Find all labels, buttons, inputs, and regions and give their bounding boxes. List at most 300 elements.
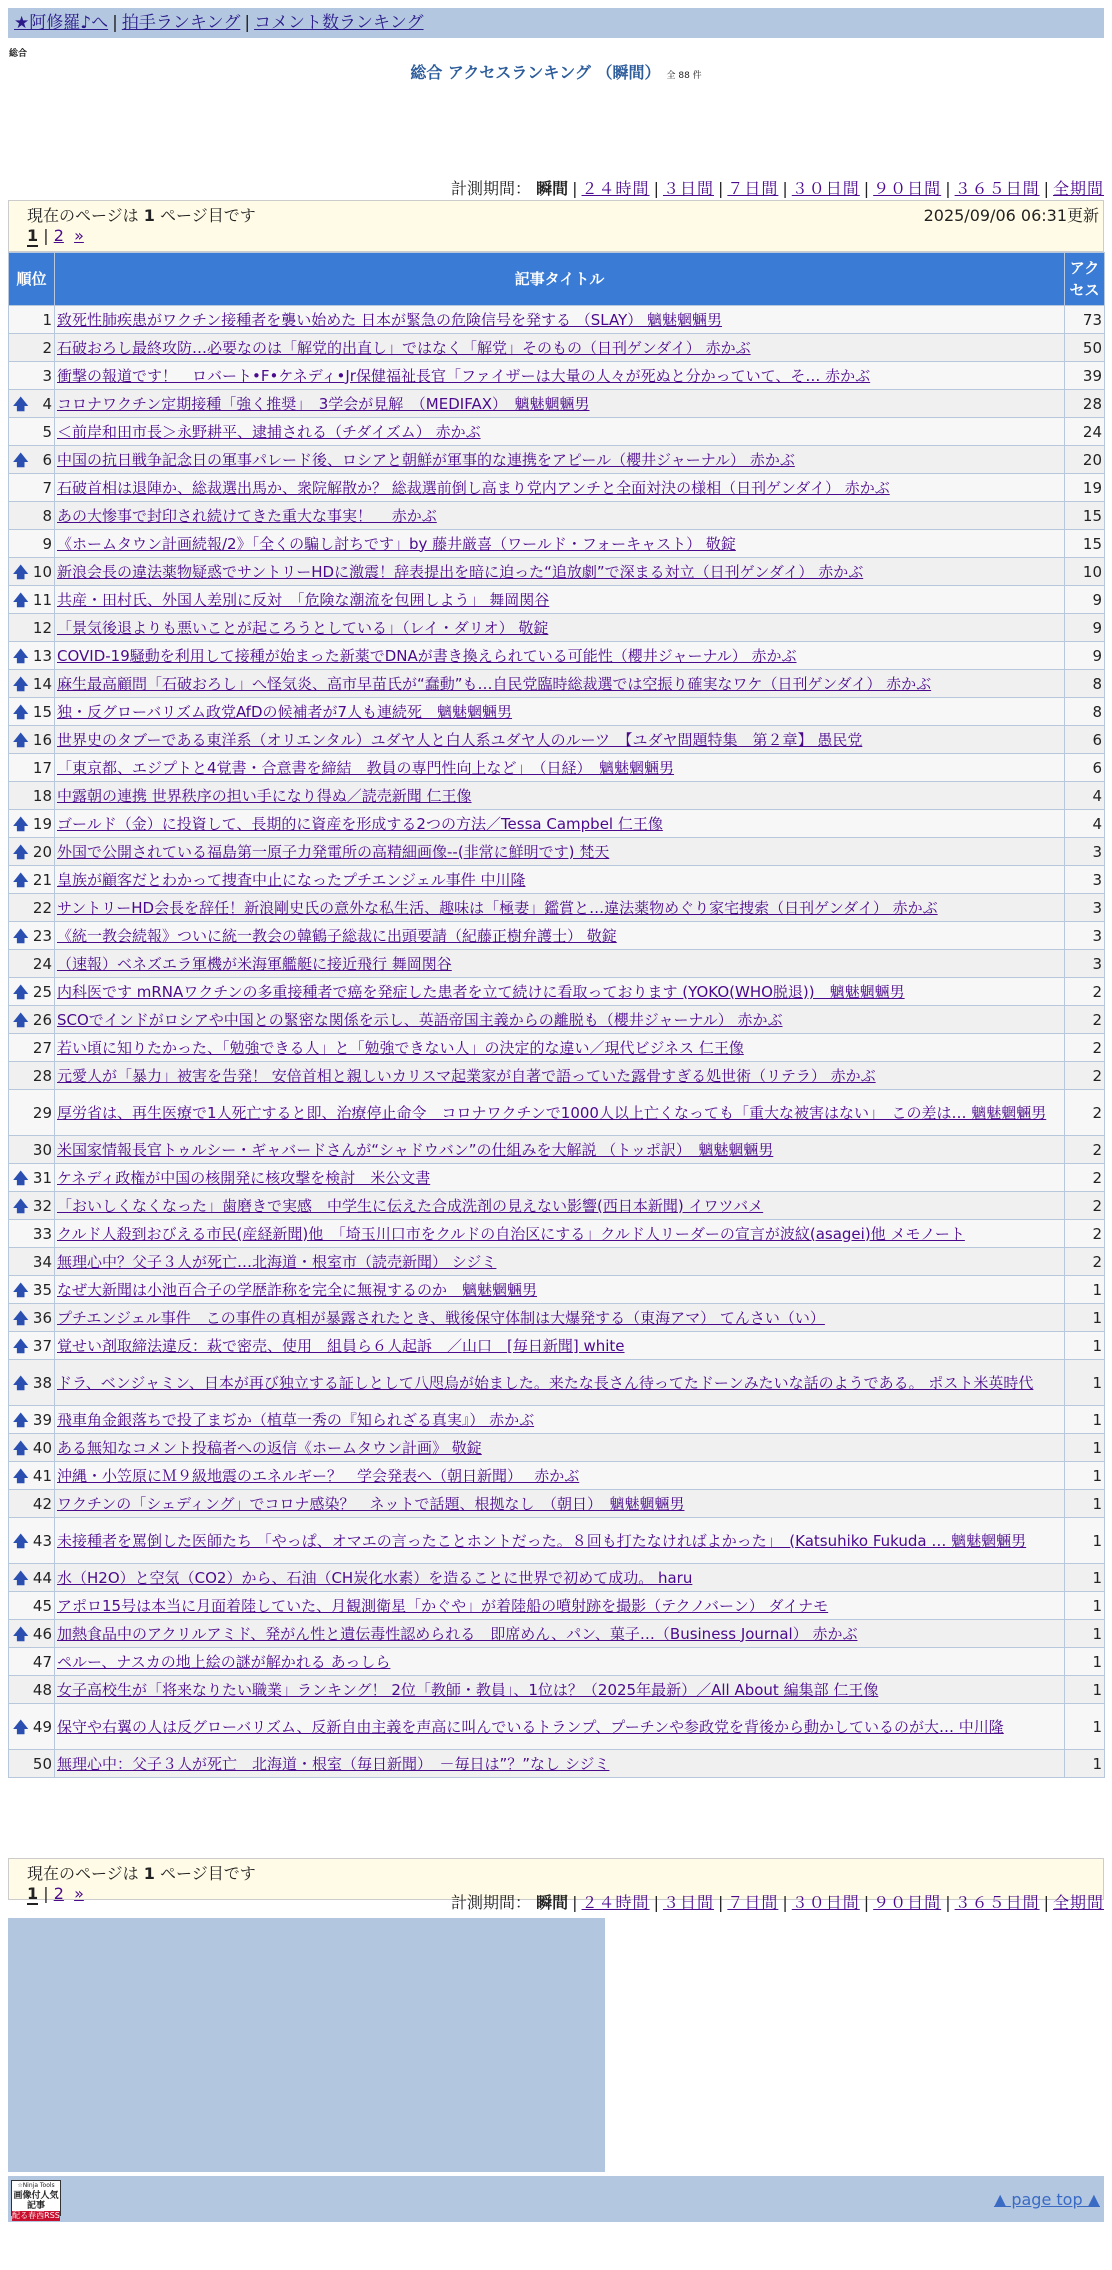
title-cell xyxy=(55,782,1065,810)
ranking-table xyxy=(8,252,1105,1778)
rank-cell xyxy=(9,1490,55,1518)
rank-up-arrow-icon: 🡅 xyxy=(13,1717,29,1736)
page-top-link[interactable]: ▲ page top ▲ xyxy=(993,2190,1100,2209)
article-link[interactable]: 独・反グローバリズム政党AfDの候補者が7人も連続死 魑魅魍魎男 xyxy=(57,702,513,721)
title-cell xyxy=(55,1462,1065,1490)
title-cell xyxy=(55,1332,1065,1360)
article-link[interactable]: 飛車角金銀落ちで投了まぢか（植草一秀の『知られざる真実』） 赤かぶ xyxy=(57,1410,535,1429)
table-row xyxy=(9,1518,1105,1564)
period-link-6[interactable]: 全期間 xyxy=(1052,179,1104,198)
title-cell xyxy=(55,1360,1065,1406)
table-row xyxy=(9,866,1105,894)
title-cell xyxy=(55,1676,1065,1704)
period-link-0[interactable]: ２４時間 xyxy=(581,1893,650,1912)
table-row xyxy=(9,922,1105,950)
period-link-3[interactable]: ３０日間 xyxy=(791,179,860,198)
rank-up-arrow-icon: 🡅 xyxy=(13,1308,29,1327)
title-cell xyxy=(55,726,1065,754)
article-link[interactable]: 致死性肺疾患がワクチン接種者を襲い始めた 日本が緊急の危険信号を発する （SLAY） 魑魅魍魎男 xyxy=(57,310,723,329)
access-count: 6 xyxy=(1065,754,1105,782)
table-row xyxy=(9,502,1105,530)
rank-up-arrow-icon: 🡅 xyxy=(13,674,29,693)
article-link[interactable]: COVID-19騒動を利用して接種が始まった新薬でDNAが書き換えられている可能性（櫻井ジャーナル） 赤かぶ xyxy=(57,646,797,665)
period-separator: | xyxy=(572,179,578,198)
table-row xyxy=(9,1750,1105,1778)
rank-cell xyxy=(9,446,55,474)
title-cell xyxy=(55,586,1065,614)
article-link[interactable]: 《ホームタウン計画続報/2》「全くの騙し討ちです」by 藤井厳喜（ワールド・フォーキャスト） 敬錠 xyxy=(57,534,736,553)
table-row xyxy=(9,1592,1105,1620)
article-link[interactable]: 世界史のタブーである東洋系（オリエンタル）ユダヤ人と白人系ユダヤ人のルーツ 【ユダヤ問題特集 第２章】 愚民党 xyxy=(57,730,863,749)
rank-cell xyxy=(9,530,55,558)
rank-number: 9 xyxy=(42,534,52,553)
title-cell xyxy=(55,1034,1065,1062)
article-link[interactable]: 麻生最高顧問「石破おろし」へ怪気炎、高市早苗氏が“蠢動”も…自民党臨時総裁選では空振り確実なワケ（日刊ゲンダイ） 赤かぶ xyxy=(57,674,932,693)
rank-cell xyxy=(9,1164,55,1192)
access-count: 15 xyxy=(1065,502,1105,530)
rank-up-arrow-icon: 🡅 xyxy=(13,1336,29,1355)
rank-cell xyxy=(9,1192,55,1220)
ninja-tools-logo[interactable] xyxy=(11,2180,61,2220)
rank-number: 7 xyxy=(42,478,52,497)
access-count: 9 xyxy=(1065,614,1105,642)
logo-line2: 画像付人気記事 xyxy=(13,2191,59,2211)
rank-number: 47 xyxy=(32,1652,52,1671)
rank-number: 23 xyxy=(32,926,52,945)
table-row xyxy=(9,810,1105,838)
rank-up-arrow-icon: 🡅 xyxy=(13,1624,29,1643)
access-count: 9 xyxy=(1065,642,1105,670)
title-cell xyxy=(55,1276,1065,1304)
period-separator: | xyxy=(717,1893,724,1912)
article-link[interactable]: 女子高校生が「将来なりたい職業」ランキング！ 2位「教師・教員」、1位は？（2025年最新）／All About 編集部 仁王像 xyxy=(57,1680,879,1699)
period-link-0[interactable]: ２４時間 xyxy=(581,179,650,198)
rank-cell xyxy=(9,1360,55,1406)
total-count: 全 88 件 xyxy=(666,71,702,81)
title-cell xyxy=(55,1434,1065,1462)
table-row xyxy=(9,1648,1105,1676)
rank-cell xyxy=(9,1304,55,1332)
page-2-link[interactable]: 2 xyxy=(53,226,64,245)
title-cell xyxy=(55,698,1065,726)
period-link-4[interactable]: ９０日間 xyxy=(873,1893,942,1912)
rank-cell xyxy=(9,1750,55,1778)
title-cell xyxy=(55,1220,1065,1248)
access-count: 2 xyxy=(1065,978,1105,1006)
rank-number: 39 xyxy=(32,1410,52,1429)
rank-number: 15 xyxy=(32,702,52,721)
rank-cell xyxy=(9,390,55,418)
access-count: 1 xyxy=(1065,1750,1105,1778)
rank-up-arrow-icon: 🡅 xyxy=(13,1568,29,1587)
rank-cell xyxy=(9,1704,55,1750)
period-link-2[interactable]: ７日間 xyxy=(727,1893,779,1912)
article-link[interactable]: 水（H2O）と空気（CO2）から、石油（CH炭化水素）を造ることに世界で初めて成功。 haru xyxy=(57,1568,693,1587)
rank-cell xyxy=(9,306,55,334)
current-page-number: 1 xyxy=(143,206,155,225)
title-cell xyxy=(55,418,1065,446)
article-link[interactable]: （速報）ベネズエラ軍機が米海軍艦艇に接近飛行 舞岡関谷 xyxy=(57,954,452,973)
rank-cell xyxy=(9,1564,55,1592)
period-selector-top xyxy=(451,176,1104,199)
rank-cell xyxy=(9,1462,55,1490)
rank-cell xyxy=(9,894,55,922)
access-count: 1 xyxy=(1065,1648,1105,1676)
title-cell xyxy=(55,950,1065,978)
rank-cell xyxy=(9,1676,55,1704)
period-link-5[interactable]: ３６５日間 xyxy=(954,179,1040,198)
page-info-suffix: ページ目です xyxy=(160,206,256,225)
rank-number: 8 xyxy=(42,506,52,525)
rank-cell xyxy=(9,978,55,1006)
article-link[interactable]: 無理心中：父子３人が死亡 北海道・根室（毎日新聞） －毎日は”？”なし シジミ xyxy=(57,1754,610,1773)
article-link[interactable]: 元愛人が「暴力」被害を告発！ 安倍首相と親しいカリスマ起業家が自著で語っていた露骨すぎる処世術（リテラ） 赤かぶ xyxy=(57,1066,876,1085)
table-row xyxy=(9,1406,1105,1434)
table-row xyxy=(9,1062,1105,1090)
title-cell xyxy=(55,1564,1065,1592)
rank-up-arrow-icon: 🡅 xyxy=(13,1168,29,1187)
title-cell xyxy=(55,1592,1065,1620)
title-cell xyxy=(55,1136,1065,1164)
title-cell xyxy=(55,1006,1065,1034)
access-count: 3 xyxy=(1065,950,1105,978)
table-row xyxy=(9,838,1105,866)
table-row xyxy=(9,1192,1105,1220)
title-cell xyxy=(55,1248,1065,1276)
article-link[interactable]: ケネディ政権が中国の核開発に核攻撃を検討 米公文書 xyxy=(57,1168,431,1187)
table-header-row xyxy=(9,253,1105,306)
rank-cell xyxy=(9,1136,55,1164)
rank-number: 25 xyxy=(32,982,52,1001)
rank-up-arrow-icon: 🡅 xyxy=(13,702,29,721)
table-row xyxy=(9,1248,1105,1276)
access-count: 1 xyxy=(1065,1434,1105,1462)
period-separator: | xyxy=(945,179,951,198)
page-info-top xyxy=(8,200,1104,252)
rank-number: 41 xyxy=(32,1466,52,1485)
page-1-current: 1 xyxy=(27,226,39,245)
title-cell xyxy=(55,306,1065,334)
rank-up-arrow-icon: 🡅 xyxy=(13,730,29,749)
rank-number: 11 xyxy=(32,590,52,609)
current-page-number: 1 xyxy=(143,1864,155,1883)
rank-number: 37 xyxy=(32,1336,52,1355)
article-link[interactable]: 若い頃に知りたかった、「勉強できる人」と「勉強できない人」の決定的な違い／現代ビジネス 仁王像 xyxy=(57,1038,744,1057)
access-count: 2 xyxy=(1065,1136,1105,1164)
table-row xyxy=(9,1136,1105,1164)
access-count: 3 xyxy=(1065,894,1105,922)
table-row xyxy=(9,1276,1105,1304)
access-count: 24 xyxy=(1065,418,1105,446)
nav-separator: | xyxy=(244,13,251,33)
rank-number: 34 xyxy=(32,1252,52,1271)
access-count: 3 xyxy=(1065,922,1105,950)
access-count: 20 xyxy=(1065,446,1105,474)
article-link[interactable]: 中国の抗日戦争記念日の軍事パレード後、ロシアと朝鮮が軍事的な連携をアピール（櫻井ジャーナル） 赤かぶ xyxy=(57,450,795,469)
access-count: 1 xyxy=(1065,1704,1105,1750)
table-row xyxy=(9,586,1105,614)
table-row xyxy=(9,698,1105,726)
access-count: 4 xyxy=(1065,810,1105,838)
table-row xyxy=(9,1164,1105,1192)
table-row xyxy=(9,446,1105,474)
rank-number: 2 xyxy=(42,338,52,357)
rank-number: 12 xyxy=(32,618,52,637)
article-link[interactable]: 「東京都、エジプトと4覚書・合意書を締結 教員の専門性向上など」 （日経） 魑魅魍魎男 xyxy=(57,758,675,777)
rank-number: 31 xyxy=(32,1168,52,1187)
access-count: 1 xyxy=(1065,1462,1105,1490)
article-link[interactable]: 未接種者を罵倒した医師たち 「やっぱ、オマエの言ったことホントだった。８回も打たなければよかった」 (Katsuhiko Fukuda … 魑魅魍魎男 xyxy=(57,1531,1027,1550)
period-current: 瞬間 xyxy=(536,179,569,198)
nav-link-asyura[interactable]: ★阿修羅♪へ xyxy=(14,13,109,33)
period-link-5[interactable]: ３６５日間 xyxy=(954,1893,1040,1912)
period-separator: | xyxy=(653,179,659,198)
title-cell xyxy=(55,1192,1065,1220)
access-count: 39 xyxy=(1065,362,1105,390)
rank-number: 10 xyxy=(32,562,52,581)
access-count: 15 xyxy=(1065,530,1105,558)
article-link[interactable]: あの大惨事で封印され続けてきた重大な事実！ 赤かぶ xyxy=(57,506,437,525)
table-row xyxy=(9,1034,1105,1062)
rank-cell xyxy=(9,838,55,866)
page-1-current: 1 xyxy=(27,1884,39,1903)
article-link[interactable]: 保守や右翼の人は反グローバリズム、反新自由主義を声高に叫んでいるトランプ、プーチンや参政党を背後から動かしているのが大… 中川隆 xyxy=(57,1717,1004,1736)
period-separator: | xyxy=(782,179,788,198)
title-cell xyxy=(55,1490,1065,1518)
period-link-4[interactable]: ９０日間 xyxy=(873,179,942,198)
period-link-2[interactable]: ７日間 xyxy=(727,179,779,198)
article-link[interactable]: 覚せい剤取締法違反：萩で密売、使用 組員ら６人起訴 ／山口 [毎日新聞] white xyxy=(57,1336,625,1355)
article-link[interactable]: 中露朝の連携 世界秩序の担い手になり得ぬ／読売新聞 仁王像 xyxy=(57,786,472,805)
article-link[interactable]: 石破おろし最終攻防…必要なのは「解党的出直し」ではなく「解党」そのもの（日刊ゲンダイ） 赤かぶ xyxy=(57,338,751,357)
ad-area xyxy=(8,1918,605,2172)
rank-number: 3 xyxy=(42,366,52,385)
footer xyxy=(8,2176,1104,2222)
access-count: 1 xyxy=(1065,1592,1105,1620)
period-separator: | xyxy=(782,1893,788,1912)
article-link[interactable]: コロナワクチン定期接種「強く推奨」 3学会が見解 （MEDIFAX） 魑魅魍魎男 xyxy=(57,394,590,413)
article-link[interactable]: サントリーHD会長を辞任！新浪剛史氏の意外な私生活、趣味は「極妻」鑑賞と…違法薬物めぐり家宅捜索（日刊ゲンダイ） 赤かぶ xyxy=(57,898,938,917)
title-cell xyxy=(55,614,1065,642)
access-count: 2 xyxy=(1065,1034,1105,1062)
article-link[interactable]: ゴールド（金）に投資して、長期的に資産を形成する2つの方法／Tessa Campbel 仁王像 xyxy=(57,814,663,833)
table-row xyxy=(9,530,1105,558)
nav-link-comment-ranking[interactable]: コメント数ランキング xyxy=(254,13,424,33)
article-link[interactable]: プチエンジェル事件 この事件の真相が暴露されたとき、戦後保守体制は大爆発する（東海アマ） てんさい（い） xyxy=(57,1308,825,1327)
pagination-top: 1 | 2 » xyxy=(27,226,84,245)
access-count: 2 xyxy=(1065,1006,1105,1034)
logo-line1: ☆Ninja Tools xyxy=(17,2182,55,2189)
article-link[interactable]: 沖縄・小笠原にＭ９級地震のエネルギー？ 学会発表へ（朝日新聞） 赤かぶ xyxy=(57,1466,580,1485)
table-row xyxy=(9,334,1105,362)
access-count: 1 xyxy=(1065,1490,1105,1518)
page-info-prefix: 現在のページは xyxy=(27,1864,139,1883)
period-separator: | xyxy=(653,1893,659,1912)
article-link[interactable]: 米国家情報長官トゥルシー・ギャバードさんが“シャドウバン”の仕組みを大解説 （トッポ訳） 魑魅魍魎男 xyxy=(57,1140,774,1159)
rank-cell xyxy=(9,866,55,894)
period-separator: | xyxy=(1043,179,1049,198)
title-cell xyxy=(55,810,1065,838)
next-page-link[interactable]: » xyxy=(74,226,84,245)
rank-number: 26 xyxy=(32,1010,52,1029)
nav-separator: | xyxy=(112,13,118,33)
table-row xyxy=(9,1090,1105,1136)
rank-cell xyxy=(9,1592,55,1620)
table-row xyxy=(9,1620,1105,1648)
title-cell xyxy=(55,1090,1065,1136)
article-link[interactable]: 加熱食品中のアクリルアミド、発がん性と遺伝毒性認められる 即席めん、パン、菓子…（Business Journal） 赤かぶ xyxy=(57,1624,858,1643)
article-link[interactable]: ある無知なコメント投稿者への返信《ホームタウン計画》 敬錠 xyxy=(57,1438,482,1457)
title-cell xyxy=(55,1304,1065,1332)
table-row xyxy=(9,614,1105,642)
period-separator: | xyxy=(863,1893,870,1912)
page-info-suffix: ページ目です xyxy=(160,1864,256,1883)
article-link[interactable]: 皇族が顧客だとわかって捜査中止になったプチエンジェル事件 中川隆 xyxy=(57,870,526,889)
table-row xyxy=(9,1360,1105,1406)
rank-number: 29 xyxy=(32,1103,52,1122)
rank-cell xyxy=(9,1006,55,1034)
title-cell xyxy=(55,1518,1065,1564)
rank-cell xyxy=(9,362,55,390)
rank-cell xyxy=(9,950,55,978)
article-link[interactable]: ドラ、ベンジャミン、日本が再び独立する証しとして八咫烏が始ました。来たな長さん待ってたドーンみたいな話のようである。 ポスト米英時代 xyxy=(57,1373,1034,1392)
rank-cell xyxy=(9,1620,55,1648)
article-link[interactable]: ペルー、ナスカの地上絵の謎が解かれる あっしら xyxy=(57,1652,391,1671)
table-row xyxy=(9,306,1105,334)
period-link-3[interactable]: ３０日間 xyxy=(791,1893,860,1912)
next-page-link[interactable]: » xyxy=(74,1884,84,1903)
period-link-1[interactable]: ３日間 xyxy=(662,1893,714,1912)
page-2-link[interactable]: 2 xyxy=(53,1884,64,1903)
rank-number: 22 xyxy=(32,898,52,917)
title-cell xyxy=(55,530,1065,558)
article-link[interactable]: アポロ15号は本当に月面着陸していた、月観測衛星「かぐや」が着陸船の噴射跡を撮影（テクノバーン） ダイナモ xyxy=(57,1596,829,1615)
access-count: 28 xyxy=(1065,390,1105,418)
article-link[interactable]: なぜ大新聞は小池百合子の学歴詐称を完全に無視するのか 魑魅魍魎男 xyxy=(57,1280,538,1299)
article-link[interactable]: クルド人殺到おびえる市民(産経新聞)他 「埼玉川口市をクルドの自治区にする」クルド人リーダーの宣言が波紋(asagei)他 メモノート xyxy=(57,1224,965,1243)
rank-cell xyxy=(9,474,55,502)
article-link[interactable]: ＜前岸和田市長＞永野耕平、逮捕される（チダイズム） 赤かぶ xyxy=(57,422,481,441)
article-link[interactable]: 「景気後退よりも悪いことが起ころうとしている」（レイ・ダリオ） 敬錠 xyxy=(57,618,549,637)
rank-number: 46 xyxy=(32,1624,52,1643)
rank-number: 24 xyxy=(32,954,52,973)
rank-cell xyxy=(9,1332,55,1360)
rank-cell xyxy=(9,1090,55,1136)
access-count: 4 xyxy=(1065,782,1105,810)
rank-number: 33 xyxy=(32,1224,52,1243)
header-rank: 順位 xyxy=(9,253,55,306)
title-cell xyxy=(55,1620,1065,1648)
article-link[interactable]: ワクチンの「シェディング」でコロナ感染？ ネットで話題、根拠なし （朝日） 魑魅魍魎男 xyxy=(57,1494,685,1513)
access-count: 3 xyxy=(1065,866,1105,894)
period-link-1[interactable]: ３日間 xyxy=(662,179,714,198)
rank-cell xyxy=(9,1276,55,1304)
rank-cell xyxy=(9,586,55,614)
rank-cell xyxy=(9,754,55,782)
article-link[interactable]: SCOでインドがロシアや中国との緊密な関係を示し、英語帝国主義からの離脱も（櫻井ジャーナル） 赤かぶ xyxy=(57,1010,783,1029)
rank-up-arrow-icon: 🡅 xyxy=(13,1373,29,1392)
header-title: 記事タイトル xyxy=(55,253,1065,306)
title-cell xyxy=(55,474,1065,502)
article-link[interactable]: 石破首相は退陣か、総裁選出馬か、衆院解散か？ 総裁選前倒し高まり党内アンチと全面対決の様相（日刊ゲンダイ） 赤かぶ xyxy=(57,478,890,497)
article-link[interactable]: 内科医です mRNAワクチンの多重接種者で癌を発症した患者を立て続けに看取っております (YOKO(WHO脱退)) 魑魅魍魎男 xyxy=(57,982,905,1001)
access-count: 2 xyxy=(1065,1220,1105,1248)
rank-number: 27 xyxy=(32,1038,52,1057)
article-link[interactable]: 外国で公開されている福島第一原子力発電所の高精細画像--(非常に鮮明です) 梵天 xyxy=(57,842,610,861)
period-separator: | xyxy=(863,179,870,198)
table-row xyxy=(9,894,1105,922)
page-title xyxy=(0,60,1112,83)
rank-cell xyxy=(9,1406,55,1434)
article-link[interactable]: 厚労省は、再生医療で1人死亡すると即、治療停止命令 コロナワクチンで1000人以上亡くなっても「重大な被害はない」 この差は… 魑魅魍魎男 xyxy=(57,1103,1047,1122)
rank-number: 43 xyxy=(32,1531,52,1550)
rank-number: 6 xyxy=(42,450,52,469)
rank-number: 35 xyxy=(32,1280,52,1299)
period-selector-bottom xyxy=(451,1890,1104,1913)
title-cell xyxy=(55,922,1065,950)
table-row xyxy=(9,1490,1105,1518)
table-row xyxy=(9,1676,1105,1704)
table-row xyxy=(9,418,1105,446)
rank-cell xyxy=(9,782,55,810)
access-count: 1 xyxy=(1065,1564,1105,1592)
access-count: 6 xyxy=(1065,726,1105,754)
rank-number: 30 xyxy=(32,1140,52,1159)
title-cell xyxy=(55,642,1065,670)
access-count: 73 xyxy=(1065,306,1105,334)
period-current: 瞬間 xyxy=(536,1893,569,1912)
rank-cell xyxy=(9,1648,55,1676)
article-link[interactable]: 共産・田村氏、外国人差別に反対 「危険な潮流を包囲しよう」 舞岡関谷 xyxy=(57,590,550,609)
article-link[interactable]: 《統一教会続報》ついに統一教会の韓鶴子総裁に出頭要請（紀藤正樹弁護士） 敬錠 xyxy=(57,926,617,945)
rank-number: 14 xyxy=(32,674,52,693)
title-cell xyxy=(55,1062,1065,1090)
article-link[interactable]: 衝撃の報道です！ ロバート•F•ケネディ•Jr保健福祉長官「ファイザーは大量の人々が死ぬと分かっていて、そ… 赤かぶ xyxy=(57,366,871,385)
table-row xyxy=(9,362,1105,390)
title-cell xyxy=(55,1406,1065,1434)
title-cell xyxy=(55,390,1065,418)
rank-number: 48 xyxy=(32,1680,52,1699)
access-count: 2 xyxy=(1065,1090,1105,1136)
rank-number: 5 xyxy=(42,422,52,441)
rank-number: 32 xyxy=(32,1196,52,1215)
rank-up-arrow-icon: 🡅 xyxy=(13,646,29,665)
article-link[interactable]: 無理心中？父子３人が死亡…北海道・根室市（読売新聞） シジミ xyxy=(57,1252,497,1271)
title-cell xyxy=(55,1750,1065,1778)
access-count: 9 xyxy=(1065,586,1105,614)
rank-up-arrow-icon: 🡅 xyxy=(13,1410,29,1429)
pagination-bottom: 1 | 2 » xyxy=(27,1884,84,1903)
access-count: 2 xyxy=(1065,1062,1105,1090)
period-link-6[interactable]: 全期間 xyxy=(1052,1893,1104,1912)
rank-up-arrow-icon: 🡅 xyxy=(13,1531,29,1550)
category-label: 総合 xyxy=(9,49,28,59)
rank-up-arrow-icon: 🡅 xyxy=(13,590,29,609)
access-count: 10 xyxy=(1065,558,1105,586)
rank-number: 16 xyxy=(32,730,52,749)
article-link[interactable]: 新浪会長の違法薬物疑惑でサントリーHDに激震！辞表提出を暗に迫った“追放劇”で深まる対立（日刊ゲンダイ） 赤かぶ xyxy=(57,562,864,581)
table-row xyxy=(9,950,1105,978)
page-info-prefix: 現在のページは xyxy=(27,206,139,225)
table-row xyxy=(9,726,1105,754)
table-row xyxy=(9,978,1105,1006)
nav-link-applause-ranking[interactable]: 拍手ランキング xyxy=(121,13,241,33)
article-link[interactable]: 「おいしくなくなった」歯磨きで実感 中学生に伝えた合成洗剤の見えない影響(西日本新聞) イワツバメ xyxy=(57,1196,764,1215)
logo-line3: 配る春西RSS xyxy=(12,2211,60,2220)
rank-up-arrow-icon: 🡅 xyxy=(13,450,29,469)
rank-cell xyxy=(9,418,55,446)
rank-up-arrow-icon: 🡅 xyxy=(13,1196,29,1215)
